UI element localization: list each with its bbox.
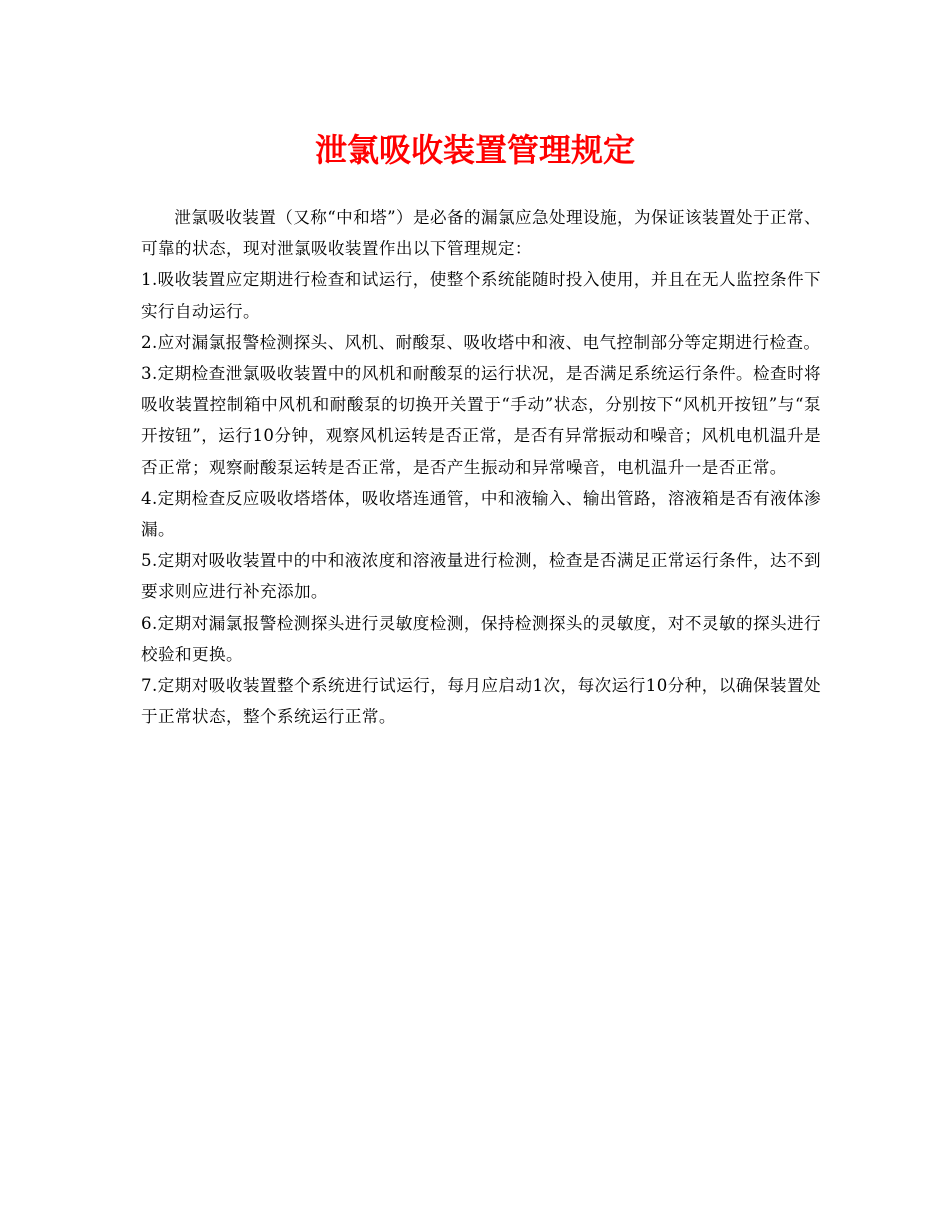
regulation-item-6: 6.定期对漏氯报警检测探头进行灵敏度检测，保持检测探头的灵敏度，对不灵敏的探头进行校验和更换。 [141,613,821,664]
regulation-item-5: 5.定期对吸收装置中的中和液浓度和溶液量进行检测，检查是否满足正常运行条件，达不到要求则应进行补充添加。 [141,551,821,602]
document-body [141,202,821,732]
regulation-item-7: 7.定期对吸收装置整个系统进行试运行，每月应启动1次，每次运行10分种，以确保装置处于正常状态，整个系统运行正常。 [141,676,821,727]
regulation-item-1: 1.吸收装置应定期进行检查和试运行，使整个系统能随时投入使用，并且在无人监控条件下实行自动运行。 [141,270,821,321]
regulation-item-3: 3.定期检查泄氯吸收装置中的风机和耐酸泵的运行状况，是否满足系统运行条件。检查时将吸收装置控制箱中风机和耐酸泵的切换开关置于“手动”状态，分别按下“风机开按钮”与“泵开按钮”，运行10分钟，观察风机运转是否正常，是否有异常振动和噪音；风机电机温升是否正常；观察耐酸泵运转是否正常，是否产生振动和异常噪音，电机温升一是否正常。 [141,364,821,477]
regulation-item-2: 2.应对漏氯报警检测探头、风机、耐酸泵、吸收塔中和液、电气控制部分等定期进行检查。 [141,332,821,352]
intro-paragraph: 泄氯吸收装置（又称“中和塔”）是必备的漏氯应急处理设施，为保证该装置处于正常、可靠的状态，现对泄氯吸收装置作出以下管理规定： [141,208,821,259]
document-title: 泄氯吸收装置管理规定 [314,131,635,169]
regulation-item-4: 4.定期检查反应吸收塔塔体，吸收塔连通管，中和液输入、输出管路，溶液箱是否有液体渗漏。 [141,488,821,540]
